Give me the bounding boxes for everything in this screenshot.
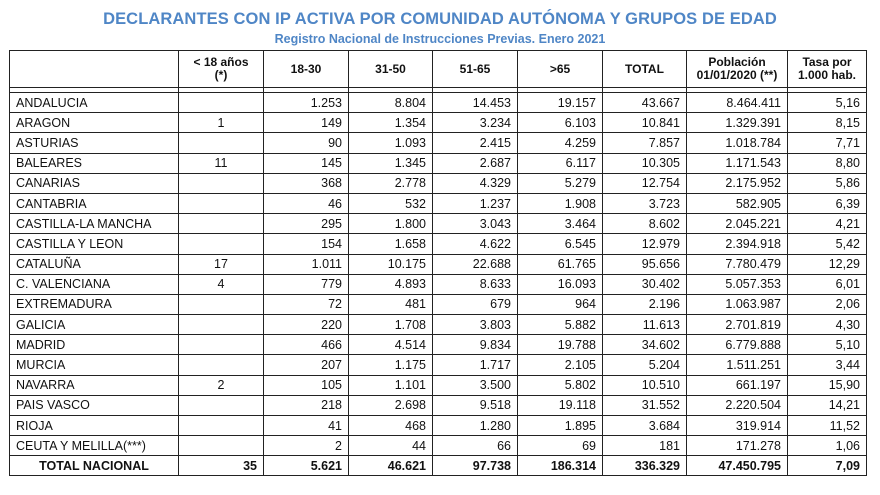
- value-cell: 181: [603, 436, 687, 456]
- region-cell: CASTILLA Y LEON: [10, 234, 179, 254]
- value-cell: 8,15: [788, 113, 867, 133]
- column-header: Tasa por 1.000 hab.: [788, 51, 867, 88]
- value-cell: 1.895: [518, 416, 603, 436]
- value-cell: [179, 294, 264, 314]
- value-cell: 1.345: [349, 153, 433, 173]
- value-cell: 9.834: [433, 335, 518, 355]
- table-row: [10, 153, 867, 173]
- value-cell: [179, 315, 264, 335]
- value-cell: 35: [179, 456, 264, 476]
- value-cell: [179, 133, 264, 153]
- value-cell: 7,71: [788, 133, 867, 153]
- value-cell: 336.329: [603, 456, 687, 476]
- table-row: [10, 193, 867, 213]
- value-cell: 2.778: [349, 173, 433, 193]
- value-cell: 2.415: [433, 133, 518, 153]
- value-cell: 4.622: [433, 234, 518, 254]
- region-cell: MURCIA: [10, 355, 179, 375]
- value-cell: 12,29: [788, 254, 867, 274]
- value-cell: 15,90: [788, 375, 867, 395]
- value-cell: 218: [264, 395, 349, 415]
- value-cell: 466: [264, 335, 349, 355]
- page-title: DECLARANTES CON IP ACTIVA POR COMUNIDAD AUTÓNOMA Y GRUPOS DE EDAD: [103, 10, 777, 28]
- value-cell: 72: [264, 294, 349, 314]
- value-cell: 8.804: [349, 93, 433, 113]
- value-cell: 6.545: [518, 234, 603, 254]
- value-cell: 19.788: [518, 335, 603, 355]
- value-cell: 3,44: [788, 355, 867, 375]
- region-cell: CATALUÑA: [10, 254, 179, 274]
- value-cell: 2.701.819: [687, 315, 788, 335]
- value-cell: [179, 234, 264, 254]
- value-cell: 1.171.543: [687, 153, 788, 173]
- table-row: [10, 93, 867, 113]
- value-cell: 5.802: [518, 375, 603, 395]
- value-cell: 6.103: [518, 113, 603, 133]
- value-cell: 171.278: [687, 436, 788, 456]
- table-row: [10, 113, 867, 133]
- table-row: [10, 214, 867, 234]
- value-cell: 964: [518, 294, 603, 314]
- value-cell: 3.684: [603, 416, 687, 436]
- value-cell: 1.511.251: [687, 355, 788, 375]
- value-cell: 11.613: [603, 315, 687, 335]
- region-cell: GALICIA: [10, 315, 179, 335]
- value-cell: 11: [179, 153, 264, 173]
- value-cell: 295: [264, 214, 349, 234]
- value-cell: 1.908: [518, 193, 603, 213]
- value-cell: 5.057.353: [687, 274, 788, 294]
- value-cell: 11,52: [788, 416, 867, 436]
- value-cell: 481: [349, 294, 433, 314]
- value-cell: 10.510: [603, 375, 687, 395]
- value-cell: 22.688: [433, 254, 518, 274]
- page-subtitle: Registro Nacional de Instrucciones Previas. Enero 2021: [274, 32, 606, 46]
- value-cell: [179, 416, 264, 436]
- value-cell: 2.220.504: [687, 395, 788, 415]
- value-cell: 1.175: [349, 355, 433, 375]
- value-cell: 19.157: [518, 93, 603, 113]
- value-cell: 3.500: [433, 375, 518, 395]
- value-cell: 8.602: [603, 214, 687, 234]
- value-cell: 19.118: [518, 395, 603, 415]
- value-cell: 14.453: [433, 93, 518, 113]
- value-cell: 1.708: [349, 315, 433, 335]
- value-cell: 1.658: [349, 234, 433, 254]
- table-row: [10, 274, 867, 294]
- value-cell: 661.197: [687, 375, 788, 395]
- value-cell: 6.779.888: [687, 335, 788, 355]
- value-cell: 43.667: [603, 93, 687, 113]
- value-cell: 2.394.918: [687, 234, 788, 254]
- value-cell: [179, 93, 264, 113]
- value-cell: 4: [179, 274, 264, 294]
- value-cell: 186.314: [518, 456, 603, 476]
- value-cell: 1.354: [349, 113, 433, 133]
- value-cell: 16.093: [518, 274, 603, 294]
- value-cell: 532: [349, 193, 433, 213]
- column-header: [10, 51, 179, 88]
- value-cell: 47.450.795: [687, 456, 788, 476]
- region-cell: ANDALUCIA: [10, 93, 179, 113]
- value-cell: 1.800: [349, 214, 433, 234]
- column-header: TOTAL: [603, 51, 687, 88]
- value-cell: 8,80: [788, 153, 867, 173]
- value-cell: 17: [179, 254, 264, 274]
- value-cell: 154: [264, 234, 349, 254]
- region-cell: C. VALENCIANA: [10, 274, 179, 294]
- value-cell: 90: [264, 133, 349, 153]
- value-cell: 8.633: [433, 274, 518, 294]
- value-cell: 12.979: [603, 234, 687, 254]
- column-header: 51-65: [433, 51, 518, 88]
- region-cell: CEUTA Y MELILLA(***): [10, 436, 179, 456]
- table-row: [10, 294, 867, 314]
- region-cell: PAIS VASCO: [10, 395, 179, 415]
- total-row: [10, 456, 867, 476]
- table-row: [10, 375, 867, 395]
- value-cell: 4.893: [349, 274, 433, 294]
- value-cell: 7.780.479: [687, 254, 788, 274]
- value-cell: [179, 436, 264, 456]
- value-cell: 1.101: [349, 375, 433, 395]
- value-cell: 4,30: [788, 315, 867, 335]
- value-cell: 145: [264, 153, 349, 173]
- value-cell: 4.259: [518, 133, 603, 153]
- value-cell: 1: [179, 113, 264, 133]
- value-cell: 582.905: [687, 193, 788, 213]
- value-cell: 69: [518, 436, 603, 456]
- value-cell: 2.687: [433, 153, 518, 173]
- value-cell: 319.914: [687, 416, 788, 436]
- value-cell: [179, 335, 264, 355]
- column-header: Población 01/01/2020 (**): [687, 51, 788, 88]
- value-cell: 12.754: [603, 173, 687, 193]
- table-row: [10, 315, 867, 335]
- value-cell: 5.621: [264, 456, 349, 476]
- value-cell: 2: [264, 436, 349, 456]
- value-cell: 1.011: [264, 254, 349, 274]
- table-row: [10, 395, 867, 415]
- region-cell: CASTILLA-LA MANCHA: [10, 214, 179, 234]
- table-row: [10, 234, 867, 254]
- table-row: [10, 133, 867, 153]
- value-cell: 1.237: [433, 193, 518, 213]
- table-row: [10, 254, 867, 274]
- value-cell: 31.552: [603, 395, 687, 415]
- value-cell: 779: [264, 274, 349, 294]
- value-cell: 5,10: [788, 335, 867, 355]
- value-cell: 66: [433, 436, 518, 456]
- value-cell: 1.063.987: [687, 294, 788, 314]
- value-cell: 10.175: [349, 254, 433, 274]
- region-cell: EXTREMADURA: [10, 294, 179, 314]
- value-cell: 95.656: [603, 254, 687, 274]
- value-cell: 10.841: [603, 113, 687, 133]
- value-cell: 2: [179, 375, 264, 395]
- value-cell: 2.175.952: [687, 173, 788, 193]
- region-cell: CANTABRIA: [10, 193, 179, 213]
- value-cell: 105: [264, 375, 349, 395]
- value-cell: 41: [264, 416, 349, 436]
- value-cell: 8.464.411: [687, 93, 788, 113]
- value-cell: 2.698: [349, 395, 433, 415]
- table-body: [10, 88, 867, 476]
- value-cell: 6,01: [788, 274, 867, 294]
- value-cell: 1.093: [349, 133, 433, 153]
- column-header: 31-50: [349, 51, 433, 88]
- value-cell: 5.279: [518, 173, 603, 193]
- region-cell: ASTURIAS: [10, 133, 179, 153]
- value-cell: 5,16: [788, 93, 867, 113]
- region-cell: BALEARES: [10, 153, 179, 173]
- value-cell: 3.234: [433, 113, 518, 133]
- value-cell: [179, 193, 264, 213]
- value-cell: 4.514: [349, 335, 433, 355]
- value-cell: 5.204: [603, 355, 687, 375]
- region-cell: NAVARRA: [10, 375, 179, 395]
- value-cell: 44: [349, 436, 433, 456]
- table-header-row: [10, 51, 867, 88]
- value-cell: 5,86: [788, 173, 867, 193]
- value-cell: 46: [264, 193, 349, 213]
- region-cell: CANARIAS: [10, 173, 179, 193]
- value-cell: 5,42: [788, 234, 867, 254]
- value-cell: 3.464: [518, 214, 603, 234]
- table-row: [10, 355, 867, 375]
- table-row: [10, 335, 867, 355]
- value-cell: 9.518: [433, 395, 518, 415]
- value-cell: 468: [349, 416, 433, 436]
- value-cell: 46.621: [349, 456, 433, 476]
- value-cell: 679: [433, 294, 518, 314]
- value-cell: 7.857: [603, 133, 687, 153]
- value-cell: 149: [264, 113, 349, 133]
- value-cell: 2.045.221: [687, 214, 788, 234]
- value-cell: 61.765: [518, 254, 603, 274]
- table-row: [10, 173, 867, 193]
- value-cell: 7,09: [788, 456, 867, 476]
- value-cell: 34.602: [603, 335, 687, 355]
- region-cell: RIOJA: [10, 416, 179, 436]
- value-cell: 4,21: [788, 214, 867, 234]
- value-cell: 3.803: [433, 315, 518, 335]
- value-cell: 207: [264, 355, 349, 375]
- value-cell: 3.723: [603, 193, 687, 213]
- region-cell: ARAGON: [10, 113, 179, 133]
- value-cell: 6.117: [518, 153, 603, 173]
- value-cell: 14,21: [788, 395, 867, 415]
- data-table: [9, 50, 867, 476]
- value-cell: 1.329.391: [687, 113, 788, 133]
- column-header: < 18 años (*): [179, 51, 264, 88]
- value-cell: [179, 214, 264, 234]
- table-row: [10, 416, 867, 436]
- value-cell: 5.882: [518, 315, 603, 335]
- value-cell: 1.253: [264, 93, 349, 113]
- table-row: [10, 436, 867, 456]
- value-cell: 2.196: [603, 294, 687, 314]
- value-cell: 220: [264, 315, 349, 335]
- value-cell: [179, 355, 264, 375]
- value-cell: 368: [264, 173, 349, 193]
- value-cell: 1.717: [433, 355, 518, 375]
- value-cell: [179, 395, 264, 415]
- value-cell: 4.329: [433, 173, 518, 193]
- value-cell: 6,39: [788, 193, 867, 213]
- value-cell: 97.738: [433, 456, 518, 476]
- value-cell: 10.305: [603, 153, 687, 173]
- value-cell: 3.043: [433, 214, 518, 234]
- value-cell: 1.280: [433, 416, 518, 436]
- column-header: >65: [518, 51, 603, 88]
- region-cell: TOTAL NACIONAL: [10, 456, 179, 476]
- value-cell: 1,06: [788, 436, 867, 456]
- column-header: 18-30: [264, 51, 349, 88]
- region-cell: MADRID: [10, 335, 179, 355]
- value-cell: 1.018.784: [687, 133, 788, 153]
- value-cell: 2.105: [518, 355, 603, 375]
- value-cell: 30.402: [603, 274, 687, 294]
- value-cell: [179, 173, 264, 193]
- value-cell: 2,06: [788, 294, 867, 314]
